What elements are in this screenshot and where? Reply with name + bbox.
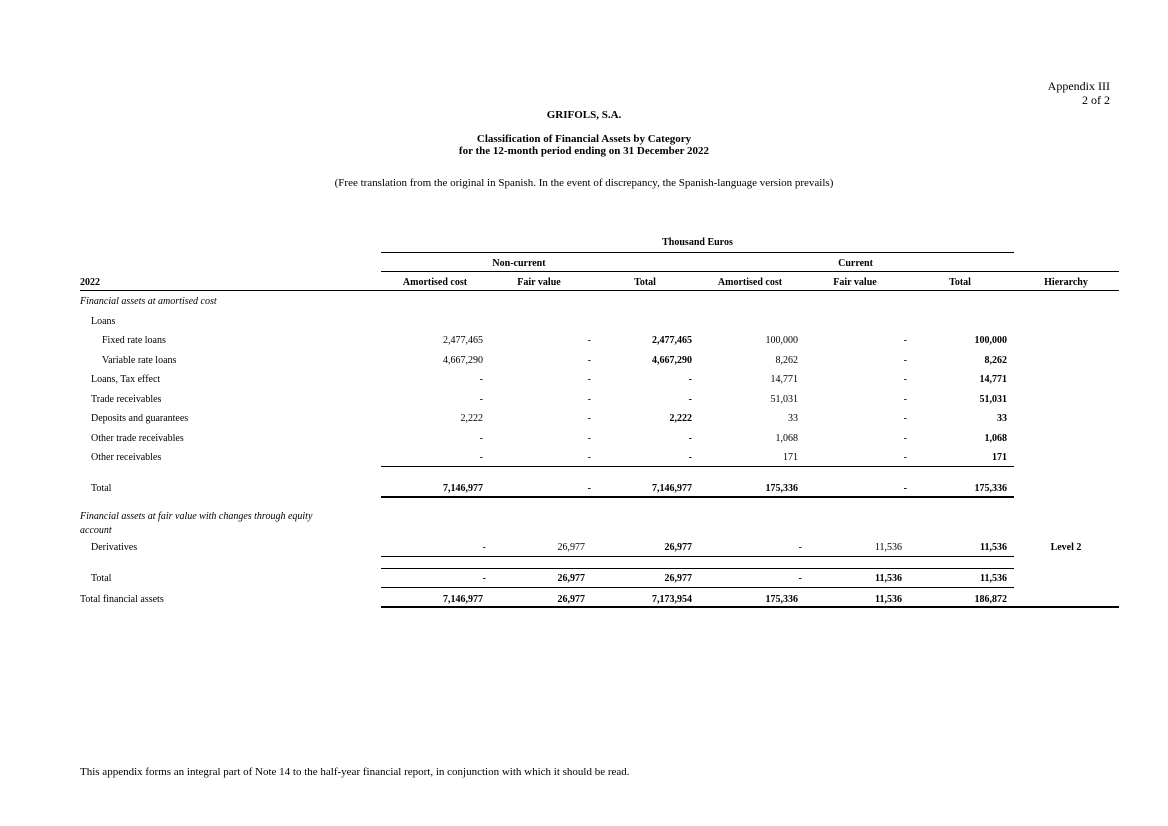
cell-value: 175,336 <box>765 594 798 605</box>
appendix-page: 2 of 2 <box>1082 93 1110 107</box>
cell-value: 8,262 <box>775 355 798 366</box>
cell-value: - <box>903 483 907 494</box>
units-header: Thousand Euros <box>662 237 733 248</box>
report-title-line2: for the 12-month period ending on 31 December 2022 <box>458 145 710 157</box>
cell-value: 4,667,290 <box>652 355 692 366</box>
cell-value: 1,068 <box>984 433 1007 444</box>
cell-value: 7,146,977 <box>443 483 483 494</box>
cell-value: - <box>688 452 692 463</box>
col-hierarchy: Hierarchy <box>1044 277 1088 288</box>
cell-value: - <box>903 374 907 385</box>
cell-value: 7,173,954 <box>652 594 692 605</box>
cell-value: - <box>587 433 591 444</box>
cell-value: - <box>587 413 591 424</box>
row-label: Other trade receivables <box>91 433 184 444</box>
cell-value: - <box>903 355 907 366</box>
cell-value: 175,336 <box>765 483 798 494</box>
grand-total-label: Total financial assets <box>80 594 164 605</box>
col-current-total: Total <box>949 277 971 288</box>
cell-value: - <box>587 355 591 366</box>
cell-value: 51,031 <box>979 394 1007 405</box>
cell-value: 33 <box>997 413 1007 424</box>
cell-value: - <box>479 433 483 444</box>
cell-value: - <box>798 542 802 553</box>
company-name: GRIFOLS, S.A. <box>546 109 622 121</box>
header-underline <box>80 290 1119 291</box>
row-label: Fixed rate loans <box>102 335 166 346</box>
cell-value: - <box>688 394 692 405</box>
year-header: 2022 <box>80 277 100 288</box>
cell-value: 171 <box>992 452 1007 463</box>
col-noncurrent-fair-value: Fair value <box>517 277 561 288</box>
cell-value: 26,977 <box>664 542 692 553</box>
cell-value: - <box>587 483 591 494</box>
section-amortised-cost-title: Financial assets at amortised cost <box>80 296 217 307</box>
cell-value: - <box>587 374 591 385</box>
cell-value: - <box>479 374 483 385</box>
appendix-label: Appendix III <box>1047 79 1110 93</box>
cell-value: 2,477,465 <box>443 335 483 346</box>
total-rule <box>381 496 1014 498</box>
footnote: This appendix forms an integral part of Note 14 to the half-year financial report, in conjunction with which it should be read. <box>80 766 630 778</box>
cell-value: 14,771 <box>770 374 798 385</box>
group-underline <box>381 271 1119 272</box>
section-fair-value-title-line2: account <box>80 525 112 536</box>
cell-value: - <box>903 335 907 346</box>
cell-value: 2,222 <box>460 413 483 424</box>
cell-value: 26,977 <box>664 573 692 584</box>
cell-value: - <box>903 452 907 463</box>
row-label: Other receivables <box>91 452 162 463</box>
current-header: Current <box>838 258 873 269</box>
cell-value: 14,771 <box>979 374 1007 385</box>
total-label: Total <box>91 483 112 494</box>
translation-note: (Free translation from the original in Spanish. In the event of discrepancy, the Spanish-language version prevails) <box>334 177 834 189</box>
cell-value: 100,000 <box>765 335 798 346</box>
cell-value: 4,667,290 <box>443 355 483 366</box>
row-label: Deposits and guarantees <box>91 413 189 424</box>
total2-top-rule <box>381 568 1014 569</box>
cell-value: - <box>482 573 486 584</box>
noncurrent-header: Non-current <box>492 258 546 269</box>
cell-value: 33 <box>788 413 798 424</box>
loans-label: Loans <box>91 316 116 327</box>
cell-value: - <box>903 394 907 405</box>
row-label: Derivatives <box>91 542 138 553</box>
cell-value: 1,068 <box>775 433 798 444</box>
cell-value: 171 <box>783 452 798 463</box>
cell-value: - <box>688 374 692 385</box>
cell-value: 7,146,977 <box>652 483 692 494</box>
grand-total-rule <box>381 606 1119 608</box>
cell-value: 100,000 <box>974 335 1007 346</box>
cell-value: 26,977 <box>557 542 585 553</box>
total2-bottom-rule <box>381 587 1014 588</box>
row-label: Variable rate loans <box>102 355 177 366</box>
subtotal-rule <box>381 466 1014 467</box>
cell-value: 11,536 <box>874 542 902 553</box>
cell-value: - <box>903 433 907 444</box>
section-fair-value-title-line1: Financial assets at fair value with changes through equity <box>80 511 313 522</box>
cell-value: 2,222 <box>669 413 692 424</box>
report-title-line1: Classification of Financial Assets by Category <box>476 133 692 145</box>
cell-value: - <box>798 573 802 584</box>
derivatives-rule <box>381 556 1014 557</box>
col-noncurrent-amortised-cost: Amortised cost <box>402 277 468 288</box>
units-underline <box>381 252 1014 253</box>
cell-value: - <box>479 452 483 463</box>
cell-value: 11,536 <box>875 573 902 584</box>
cell-value: - <box>587 394 591 405</box>
cell-value: 11,536 <box>980 573 1007 584</box>
cell-value: - <box>587 452 591 463</box>
cell-value: 11,536 <box>980 542 1007 553</box>
col-current-fair-value: Fair value <box>833 277 877 288</box>
cell-value: - <box>479 394 483 405</box>
cell-value: 175,336 <box>974 483 1007 494</box>
cell-value: 26,977 <box>557 573 585 584</box>
row-label: Trade receivables <box>91 394 162 405</box>
cell-value: 186,872 <box>974 594 1007 605</box>
cell-value: 51,031 <box>770 394 798 405</box>
col-noncurrent-total: Total <box>634 277 656 288</box>
cell-value: - <box>903 413 907 424</box>
total-label: Total <box>91 573 112 584</box>
report-title <box>0 133 1168 157</box>
hierarchy-level: Level 2 <box>1050 542 1082 553</box>
cell-value: - <box>688 433 692 444</box>
cell-value: 11,536 <box>875 594 902 605</box>
cell-value: - <box>587 335 591 346</box>
cell-value: - <box>482 542 486 553</box>
cell-value: 2,477,465 <box>652 335 692 346</box>
cell-value: 26,977 <box>557 594 585 605</box>
row-label: Loans, Tax effect <box>91 374 161 385</box>
col-current-amortised-cost: Amortised cost <box>717 277 783 288</box>
cell-value: 7,146,977 <box>443 594 483 605</box>
cell-value: 8,262 <box>984 355 1007 366</box>
